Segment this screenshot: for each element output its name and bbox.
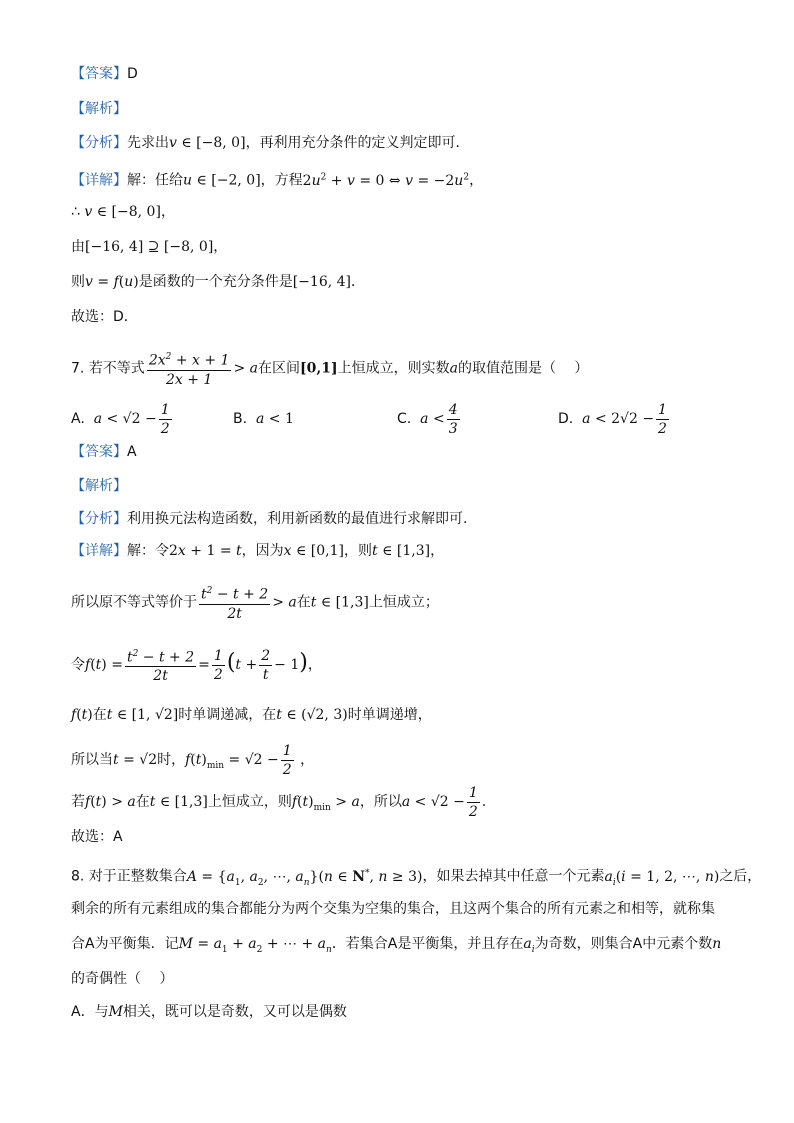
- q7-option-b[interactable]: B. a < 1: [233, 411, 294, 427]
- q6-you-line: 由[−16, 4] ⊇ [−8, 0]，: [71, 239, 228, 255]
- q7-answer-line: 【答案】A: [71, 444, 137, 460]
- q7-detail-3: 令f(t) = $\frac{t^2 - t + 2}{2t}$ = $\frac{1}{2}$ (t + $\frac{2}{t}$ − 1)，: [71, 643, 322, 685]
- q6-therefore-line: ∴ v ∈ [−8, 0]，: [71, 204, 175, 220]
- q6-conclusion: 故选：D．: [71, 309, 138, 325]
- q6-answer: D: [127, 66, 138, 82]
- q7-answer: A: [127, 444, 137, 460]
- q7-fenxi-line: 【分析】利用换元法构造函数，利用新函数的最值进行求解即可.: [71, 511, 468, 527]
- q7-stem: 7. 若不等式 $\frac{2x^2 + x + 1}{2x + 1}$ > a在区间[0,1]上恒成立，则实数a的取值范围是（ ）: [71, 348, 588, 389]
- q6-detail-line: 【详解】解：任给u ∈ [−2, 0]，方程$2u^2 + v = 0$ ⇔ $v = -2u^2$，: [71, 172, 484, 189]
- q8-line-2: 剩余的所有元素组成的集合都能分为两个交集为空集的集合，且这两个集合的所有元素之和相等，就称集: [71, 901, 715, 917]
- q6-answer-line: [71, 64, 138, 84]
- q7-detail-4: f(t)在t ∈ [1, √2]时单调递减，在t ∈ (√2, 3)时单调递增，: [71, 707, 432, 723]
- q6-fenxi-line: 【分析】先求出v ∈ [−8, 0]，再利用充分条件的定义判定即可．: [71, 135, 470, 151]
- q7-detail-1: 【详解】解：令2x + 1 = t，因为x ∈ [0,1]，则t ∈ [1,3]，: [71, 543, 445, 559]
- q6-analysis-heading: 【解析】: [71, 101, 127, 117]
- q7-analysis-heading: 【解析】: [71, 478, 127, 494]
- q6-ze-line: 则v = f(u)是函数的一个充分条件是[−16, 4]．: [71, 274, 365, 290]
- q7-conclusion: 故选：A: [71, 829, 123, 845]
- q7-option-c[interactable]: C. a < $\frac{4}{3}$: [397, 401, 458, 437]
- q7-option-d[interactable]: D. a < 2√2 − $\frac{1}{2}$: [558, 401, 667, 437]
- q7-detail-2: 所以原不等式等价于 $\frac{t^2 - t + 2}{2t}$ > a在t ∈ [1,3]上恒成立；: [71, 582, 439, 623]
- answer-label: 【答案】: [71, 66, 127, 82]
- q8-line-4: 的奇偶性（ ）: [71, 971, 174, 987]
- q8-option-a[interactable]: A．与M相关，既可以是奇数，又可以是偶数: [71, 1004, 347, 1020]
- q8-line-1: 8. 对于正整数集合$A = \{a_1$, $a_2$, ⋯, $a_n\}(n$ ∈ N*, n ≥ 3)，如果去掉其中任意一个元素$a_i(i = 1$, 2, ⋯, n)之后，: [71, 868, 762, 888]
- q7-detail-6: 若f(t) > a在t ∈ [1,3]上恒成立，则$f(t)_{min} > a$，所以a < √2 − $\frac{1}{2}$ .: [71, 784, 487, 820]
- q7-option-a[interactable]: A. a < √2 − $\frac{1}{2}$: [71, 401, 170, 437]
- q8-line-3: 合A为平衡集．记$M = a_1 + a_2$ + ⋯ + $a_n$．若集合A是平衡集，并且存在$a_i$为奇数，则集合A中元素个数n: [71, 936, 722, 955]
- q7-detail-5: 所以当t = √2时，$f(t)_{min} = √2$ − $\frac{1}{2}$ ，: [71, 742, 315, 778]
